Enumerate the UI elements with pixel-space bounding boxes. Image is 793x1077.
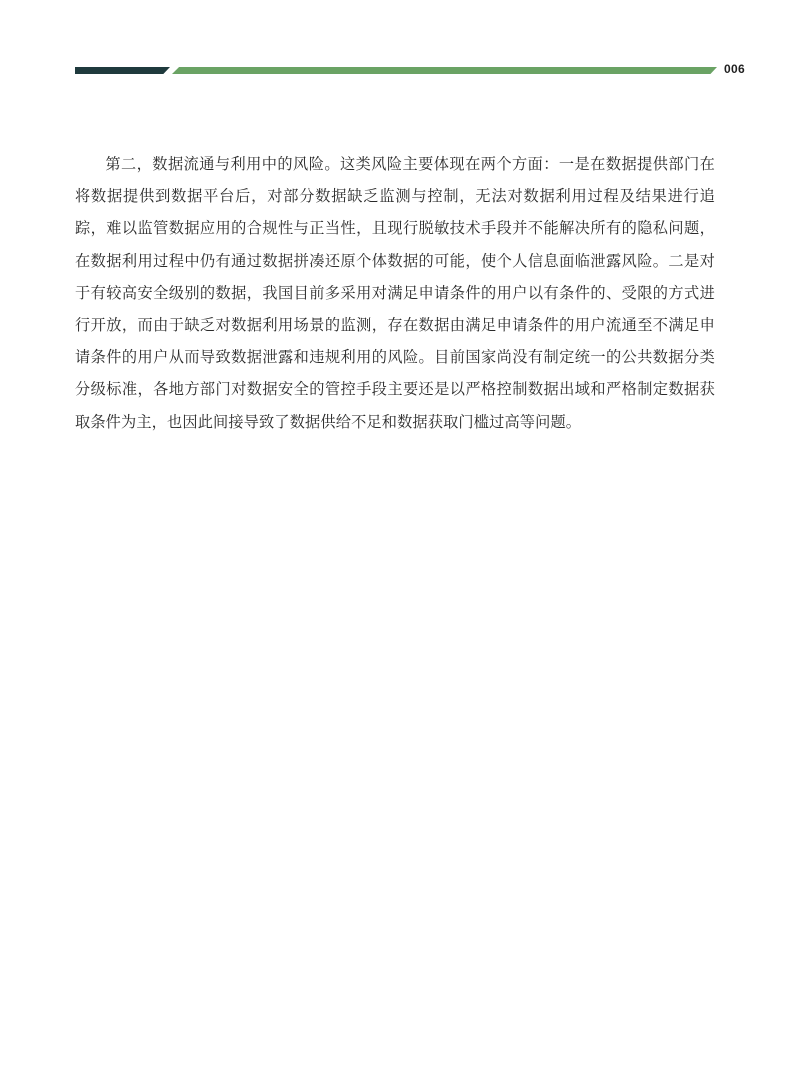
header-bar-green	[172, 67, 717, 74]
page-number: 006	[724, 62, 745, 76]
header-bar-dark	[75, 67, 170, 74]
body-paragraph: 第二，数据流通与利用中的风险。这类风险主要体现在两个方面：一是在数据提供部门在将数据提供到数据平台后，对部分数据缺乏监测与控制，无法对数据利用过程及结果进行追踪，难以监管数据应用的合规性与正当性，且现行脱敏技术手段并不能解决所有的隐私问题，在数据利用过程中仍有通过数据拼凑还原个体数据的可能，使个人信息面临泄露风险。二是对于有较高安全级别的数据，我国目前多采用对满足申请条件的用户以有条件的、受限的方式进行开放，而由于缺乏对数据利用场景的监测，存在数据由满足申请条件的用户流通至不满足申请条件的用户从而导致数据泄露和违规利用的风险。目前国家尚没有制定统一的公共数据分类分级标准，各地方部门对数据安全的管控手段主要还是以严格控制数据出域和严格制定数据获取条件为主，也因此间接导致了数据供给不足和数据获取门槛过高等问题。	[75, 155, 715, 431]
